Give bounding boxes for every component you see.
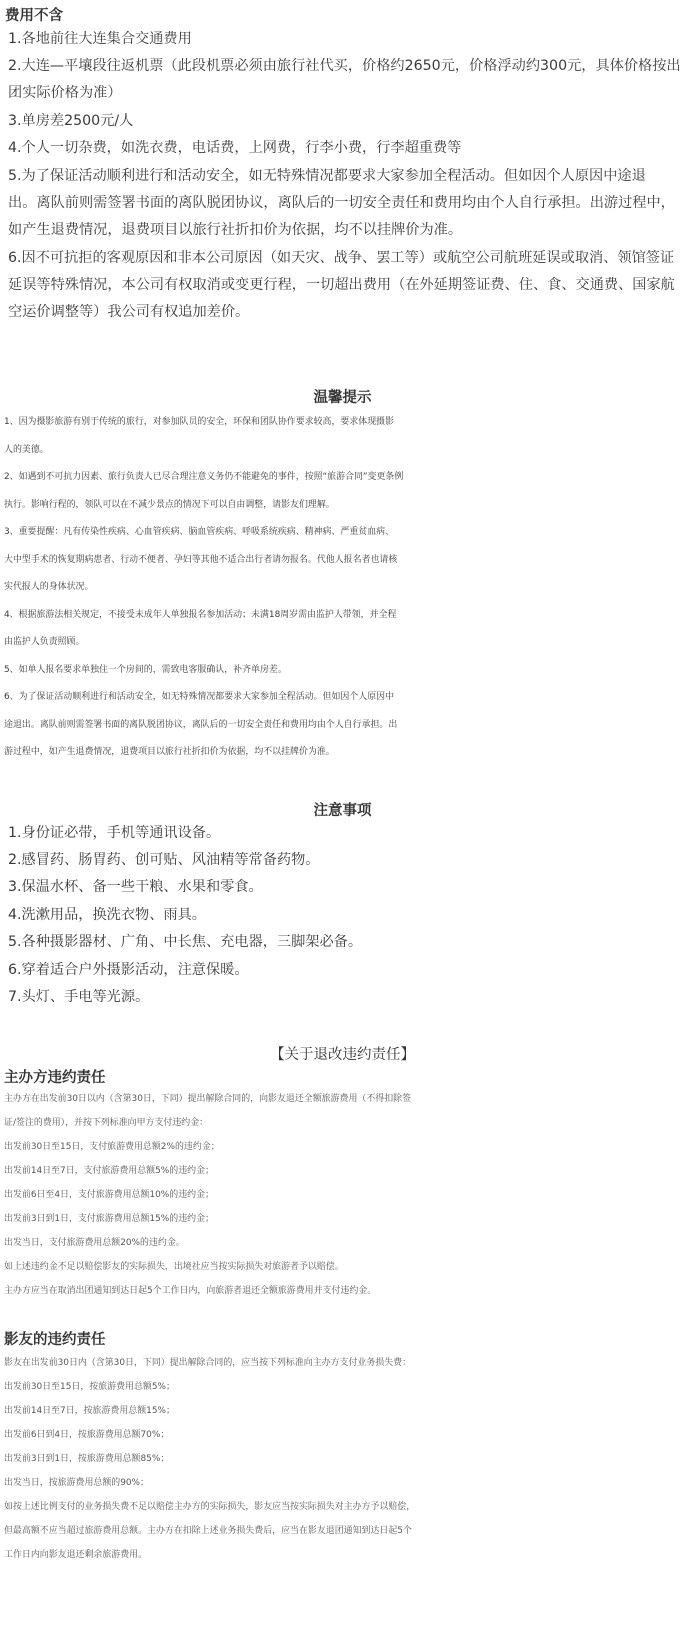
liability-title: 【关于退改违约责任】 [270, 1047, 415, 1063]
organizer-liability-item: 如上述违约金不足以赔偿影友的实际损失，出境社应当按实际损失对旅游者予以赔偿。 [4, 1262, 344, 1272]
cost-exclusion-item: 如产生退费情况，退费项目以旅行社折扣价为依据，均不以挂牌价为准。 [8, 222, 463, 238]
member-liability-item: 工作日内向影友退还剩余旅游费用。 [4, 1550, 148, 1560]
cost-exclusion-item: 1.各地前往大连集合交通费用 [8, 31, 192, 47]
notes-item: 5.各种摄影器材、广角、中长焦、充电器，三脚架必备。 [8, 934, 363, 950]
member-liability-title: 影友的违约责任 [4, 1332, 106, 1348]
notes-item: 2.感冒药、肠胃药、创可贴、风油精等常备药物。 [8, 852, 320, 868]
tips-item: 大中型手术的恢复期病患者、行动不便者、孕妇等其他不适合出行者请勿报名。代他人报名者也请核 [4, 555, 398, 565]
organizer-liability-title: 主办方违约责任 [4, 1070, 106, 1086]
member-liability-item: 影友在出发前30日内（含第30日，下同）提出解除合同的，应当按下列标准向主办方支付业务损失费： [4, 1358, 412, 1368]
member-liability-item: 出发前3日到1日，按旅游费用总额85%； [4, 1454, 170, 1464]
organizer-liability-item: 主办方在出发前30日以内（含第30日，下同）提出解除合同的，向影友退还全额旅游费用（不得扣除签 [4, 1094, 412, 1104]
member-liability-item: 出发前30日至15日，按旅游费用总额5%； [4, 1382, 175, 1392]
organizer-liability-item: 证/签注的费用），并按下列标准向甲方支付违约金： [4, 1118, 209, 1128]
tips-item: 人的美德。 [4, 445, 49, 455]
notes-title: 注意事项 [313, 803, 372, 819]
cost-exclusion-title: 费用不含 [5, 8, 63, 24]
cost-exclusion-item: 3.单房差2500元/人 [8, 113, 134, 129]
cost-exclusion-item: 5.为了保证活动顺利进行和活动安全，如无特殊情况都要求大家参加全程活动。但如因个人原因中途退 [8, 168, 646, 184]
tips-item: 3、重要提醒：凡有传染性疾病、心血管疾病、脑血管疾病、呼吸系统疾病、精神病、严重贫血病、 [4, 527, 395, 537]
tips-item: 由监护人负责照顾。 [4, 637, 85, 647]
cost-exclusion-item: 4.个人一切杂费，如洗衣费，电话费，上网费，行李小费，行李超重费等 [8, 140, 462, 156]
tips-item: 1、因为摄影旅游有别于传统的旅行，对参加队员的安全，环保和团队协作要求较高，要求体现摄影 [4, 417, 395, 427]
organizer-liability-item: 出发前14日至7日，支付旅游费用总额5%的违约金； [4, 1166, 214, 1176]
organizer-liability-item: 出发前3日到1日，支付旅游费用总额15%的违约金； [4, 1214, 214, 1224]
organizer-liability-item: 主办方应当在取消出团通知到达日起5个工作日内，向旅游者退还全额旅游费用并支付违约金。 [4, 1286, 377, 1296]
member-liability-item: 出发当日，按旅游费用总额的90%； [4, 1478, 149, 1488]
tips-item: 实代报人的身体状况。 [4, 582, 94, 592]
member-liability-item: 但最高额不应当超过旅游费用总额。主办方在扣除上述业务损失费后，应当在影友退团通知到达日起5个 [4, 1526, 412, 1536]
tips-item: 4、根据旅游法相关规定，不接受未成年人单独报名参加活动；未满18周岁需由监护人带领，并全程 [4, 610, 397, 620]
notes-item: 4.洗漱用品，换洗衣物、雨具。 [8, 907, 206, 923]
organizer-liability-item: 出发当日，支付旅游费用总额20%的违约金。 [4, 1238, 185, 1248]
tips-item: 2、如遇到不可抗力因素、旅行负责人已尽合理注意义务仍不能避免的事件，按照“旅游合同”变更条例 [4, 472, 404, 482]
notes-item: 3.保温水杯、备一些干粮、水果和零食。 [8, 879, 263, 895]
cost-exclusion-item: 2.大连—平壤段往返机票（此段机票必须由旅行社代买，价格约2650元，价格浮动约300元，具体价格按出 [8, 58, 681, 74]
cost-exclusion-item: 出。离队前则需签署书面的离队脱团协议，离队后的一切安全责任和费用均由个人自行承担。出游过程中， [8, 195, 675, 211]
notes-item: 6.穿着适合户外摄影活动，注意保暖。 [8, 962, 249, 978]
cost-exclusion-item: 团实际价格为准） [8, 85, 122, 101]
member-liability-item: 如按上述比例支付的业务损失费不足以赔偿主办方的实际损失，影友应当按实际损失对主办方予以赔偿， [4, 1502, 416, 1512]
notes-item: 7.头灯、手电等光源。 [8, 989, 150, 1005]
tips-item: 途退出。离队前则需签署书面的离队脱团协议，离队后的一切安全责任和费用均由个人自行承担。出 [4, 720, 398, 730]
cost-exclusion-item: 延误等特殊情况，本公司有权取消或变更行程，一切超出费用（在外延期签证费、住、食、交通费、国家航 [8, 277, 675, 293]
cost-exclusion-item: 6.因不可抗拒的客观原因和非本公司原因（如天灾、战争、罢工等）或航空公司航班延误或取消、领馆签证 [8, 250, 675, 266]
organizer-liability-item: 出发前6日至4日，支付旅游费用总额10%的违约金； [4, 1190, 214, 1200]
tips-item: 6、为了保证活动顺利进行和活动安全，如无特殊情况都要求大家参加全程活动。但如因个人原因中 [4, 692, 395, 702]
member-liability-item: 出发前14日至7日，按旅游费用总额15%； [4, 1406, 175, 1416]
member-liability-item: 出发前6日到4日，按旅游费用总额70%； [4, 1430, 170, 1440]
tips-item: 5、如单人报名要求单独住一个房间的，需致电客服确认，补齐单房差。 [4, 665, 287, 675]
tips-item: 执行。影响行程的，领队可以在不减少景点的情况下可以自由调整，请影友们理解。 [4, 500, 335, 510]
tips-title: 温馨提示 [313, 390, 372, 406]
cost-exclusion-item: 空运价调整等）我公司有权追加差价。 [8, 304, 250, 320]
notes-item: 1.身份证必带，手机等通讯设备。 [8, 825, 221, 841]
tips-item: 游过程中，如产生退费情况，退费项目以旅行社折扣价为依据，均不以挂牌价为准。 [4, 747, 335, 757]
organizer-liability-item: 出发前30日至15日，支付旅游费用总额2%的违约金； [4, 1142, 220, 1152]
